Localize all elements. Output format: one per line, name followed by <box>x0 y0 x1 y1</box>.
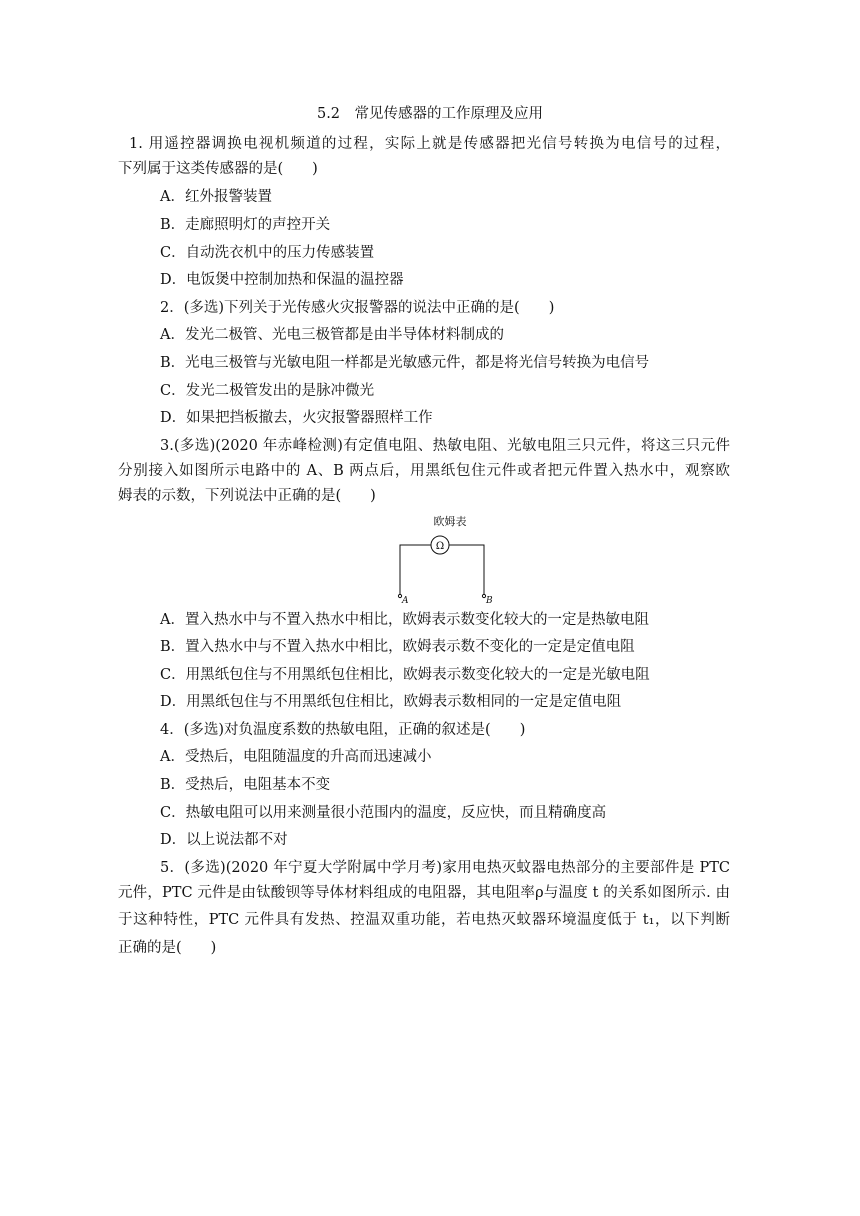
q2-option-d: D．如果把挡板撤去，火灾报警器照样工作 <box>160 410 433 426</box>
q5-stem-line1: 5．(多选)(2020 年宁夏大学附属中学月考)家用电热灭蚊器电热部分的主要部件是 PTC <box>160 860 730 876</box>
q2-option-c: C．发光二极管发出的是脉冲微光 <box>160 383 375 399</box>
point-a-label: A <box>402 596 409 605</box>
q1-option-a: A．红外报警装置 <box>160 189 272 205</box>
page-title: 5.2 常见传感器的工作原理及应用 <box>316 106 544 122</box>
q2-option-b: B．光电三极管与光敏电阻一样都是光敏感元件，都是将光信号转换为电信号 <box>160 355 650 371</box>
q1-stem-line1: 1. 用遥控器调换电视机频道的过程，实际上就是传感器把光信号转换为电信号的过程， <box>129 136 730 152</box>
q1-stem-line2: 下列属于这类传感器的是( ) <box>118 161 318 177</box>
q3-option-c: C．用黑纸包住与不用黑纸包住相比，欧姆表示数变化较大的一定是光敏电阻 <box>160 667 650 683</box>
point-b-label: B <box>486 596 493 605</box>
q4-option-a: A．受热后，电阻随温度的升高而迅速减小 <box>160 749 432 765</box>
q1-option-d: D．电饭煲中控制加热和保温的温控器 <box>160 272 404 288</box>
q5-stem-line4: 正确的是( ) <box>118 940 217 956</box>
ohmmeter-label: 欧姆表 <box>433 515 467 528</box>
q2-option-a: A．发光二极管、光电三极管都是由半导体材料制成的 <box>160 327 504 343</box>
q4-stem: 4．(多选)对负温度系数的热敏电阻，正确的叙述是( ) <box>160 722 526 738</box>
q1-option-c: C．自动洗衣机中的压力传感装置 <box>160 245 375 261</box>
q3-option-b: B．置入热水中与不置入热水中相比，欧姆表示数不变化的一定是定值电阻 <box>160 639 635 655</box>
q3-option-d: D．用黑纸包住与不用黑纸包住相比，欧姆表示数相同的一定是定值电阻 <box>160 694 622 710</box>
q3-stem-line1: 3.(多选)(2020 年赤峰检测)有定值电阻、热敏电阻、光敏电阻三只元件，将这三只元件 <box>160 438 730 454</box>
q2-stem: 2．(多选)下列关于光传感火灾报警器的说法中正确的是( ) <box>160 300 555 316</box>
q4-option-b: B．受热后，电阻基本不变 <box>160 777 331 793</box>
q3-stem-line3: 姆表的示数，下列说法中正确的是( ) <box>118 488 376 504</box>
right-wire <box>449 545 484 595</box>
q5-stem-line2: 元件，PTC 元件是由钛酸钡等导体材料组成的电阻器，其电阻率ρ与温度 t 的关系如图所示. 由 <box>118 885 730 901</box>
ohmmeter-circuit-diagram <box>380 513 520 605</box>
q3-option-a: A．置入热水中与不置入热水中相比，欧姆表示数变化较大的一定是热敏电阻 <box>160 612 649 628</box>
ohm-symbol: Ω <box>435 541 445 552</box>
q3-stem-line2: 分别接入如图所示电路中的 A、B 两点后，用黑纸包住元件或者把元件置入热水中，观察欧 <box>118 463 730 479</box>
q4-option-c: C．热敏电阻可以用来测量很小范围内的温度，反应快，而且精确度高 <box>160 805 607 821</box>
q4-option-d: D．以上说法都不对 <box>160 832 288 848</box>
left-wire <box>400 545 431 595</box>
q1-option-b: B．走廊照明灯的声控开关 <box>160 217 331 233</box>
q5-stem-line3: 于这种特性，PTC 元件具有发热、控温双重功能，若电热灭蚊器环境温度低于 t₁，以下判断 <box>118 912 730 928</box>
